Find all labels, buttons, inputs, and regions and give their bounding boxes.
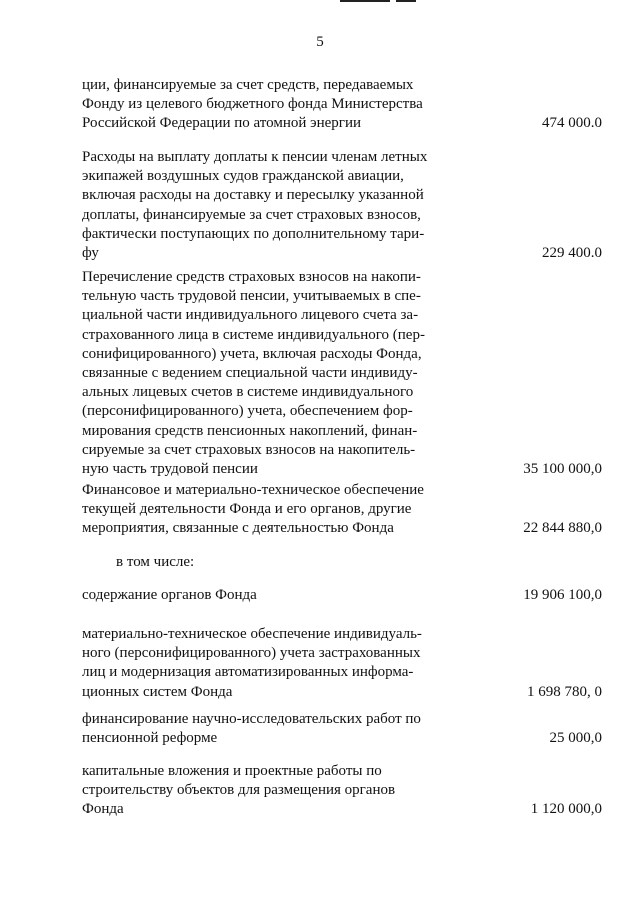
entry-line: доплаты, финансируемые за счет страховых взносов, (82, 206, 421, 223)
entry-line: циальной части индивидуального лицевого счета за- (82, 307, 419, 324)
entry-amount: 1 698 780, 0 (527, 683, 602, 700)
entry-line: тельную часть трудовой пенсии, учитываемых в спе- (82, 288, 421, 305)
entry-line: страхованного лица в системе индивидуального (пер- (82, 326, 425, 343)
entry-amount: 25 000,0 (549, 730, 602, 747)
page-number: 5 (316, 34, 324, 50)
entry-line: Российской Федерации по атомной энергии (82, 115, 362, 132)
entry-line: содержание органов Фонда (82, 587, 257, 603)
entry-line: Перечисление средств страховых взносов на накопи- (82, 269, 421, 285)
entry-line: ции, финансируемые за счет средств, передаваемых (82, 77, 414, 93)
entry-line: сируемые за счет страховых взносов на накопитель- (82, 441, 416, 458)
entry-line: текущей деятельности Фонда и его органов, другие (82, 501, 412, 518)
entry-line: финансирование научно-исследовательских работ по (82, 711, 421, 727)
entry-description (82, 710, 438, 748)
entry-description (82, 268, 438, 479)
budget-entry (82, 148, 602, 263)
entry-amount: 229 400.0 (542, 245, 602, 262)
entry-line: альных лицевых счетов в системе индивидуального (82, 384, 414, 401)
entry-line: ную часть трудовой пенсии (82, 461, 258, 478)
entry-amount: 1 120 000,0 (530, 801, 602, 818)
entry-line: ного (персонифицированного) учета застрахованных (82, 645, 421, 662)
budget-entry (82, 625, 602, 702)
entry-description (82, 481, 438, 539)
entry-description (82, 762, 438, 820)
entry-line: (персонифицированного) учета, обеспечением фор- (82, 403, 413, 420)
scan-mark (340, 0, 390, 5)
entry-line: экипажей воздушных судов гражданской авиации, (82, 168, 404, 185)
entry-description (82, 625, 438, 702)
entry-line: лиц и модернизация автоматизированных информа- (82, 664, 414, 681)
entry-line: включая расходы на доставку и пересылку указанной (82, 187, 424, 204)
entry-line: Фонду из целевого бюджетного фонда Министерства (82, 96, 423, 113)
entry-line: строительству объектов для размещения органов (82, 782, 396, 799)
entry-amount: 22 844 880,0 (523, 520, 602, 537)
entry-amount: 35 100 000,0 (523, 461, 602, 478)
entry-line: Финансовое и материально-техническое обеспечение (82, 482, 424, 498)
budget-entry (82, 586, 602, 605)
entry-line: сонифицированного) учета, включая расходы Фонда, (82, 345, 422, 362)
entry-description (82, 586, 438, 605)
entry-description (82, 76, 438, 134)
entry-line: фу (82, 245, 99, 262)
entry-line: ционных систем Фонда (82, 683, 233, 700)
entry-line: пенсионной реформе (82, 730, 218, 747)
budget-entry (82, 710, 602, 748)
entry-line: материально-техническое обеспечение индивидуаль- (82, 626, 422, 642)
entry-line: капитальные вложения и проектные работы по (82, 763, 382, 779)
entry-line: мероприятия, связанные с деятельностью Фонда (82, 520, 394, 537)
entry-description (82, 148, 438, 263)
entry-line: связанные с ведением специальной части индивиду- (82, 365, 418, 382)
entry-line: мирования средств пенсионных накоплений, финан- (82, 422, 418, 439)
budget-entry (82, 76, 602, 134)
scan-mark (396, 0, 416, 5)
entry-amount: 19 906 100,0 (523, 587, 602, 603)
entry-line: Фонда (82, 801, 124, 818)
budget-entry (82, 762, 602, 820)
budget-entry (82, 268, 602, 479)
entry-line: фактически поступающих по дополнительному тари- (82, 225, 425, 242)
entry-amount: 474 000.0 (542, 115, 602, 132)
budget-entry (82, 481, 602, 539)
entry-line: Расходы на выплату доплаты к пенсии членам летных (82, 149, 428, 165)
subheading: в том числе: (116, 554, 195, 570)
